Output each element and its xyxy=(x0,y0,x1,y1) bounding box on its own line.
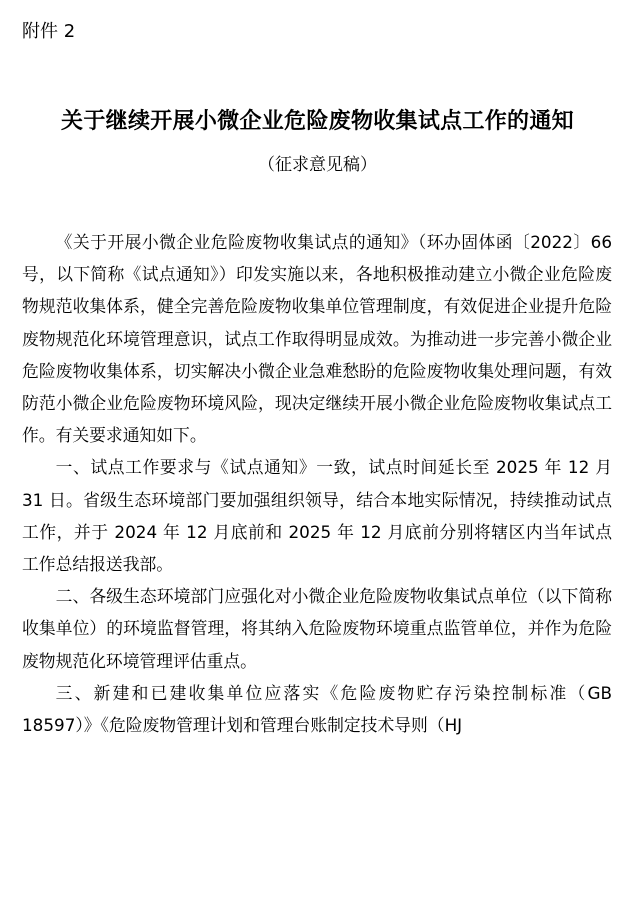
attachment-label: 附件 2 xyxy=(22,21,76,42)
document-subtitle: （征求意见稿） xyxy=(258,155,377,175)
paragraph-item-3: 三、新建和已建收集单位应落实《危险废物贮存污染控制标准（GB 18597）》《危险废物管理计划和管理台账制定技术导则（HJ xyxy=(22,682,612,736)
document-title: 关于继续开展小微企业危险废物收集试点工作的通知 xyxy=(61,109,574,134)
paragraph-intro: 《关于开展小微企业危险废物收集试点的通知》（环办固体函〔2022〕66 号，以下简称《试点通知》）印发实施以来，各地积极推动建立小微企业危险废物规范收集体系，健全完善危险废物收集单位管理制度，有效促进企业提升危险废物规范化环境管理意识，试点工作取得明显成效。为推动进一步完善小微企业危险废物收集体系，切实解决小微企业急难愁盼的危险废物收集处理问题，有效防范小微企业危险废物环境风险，现决定继续开展小微企业危险废物收集试点工作。有关要求通知如下。 xyxy=(22,232,612,446)
document-body xyxy=(22,226,612,741)
paragraph-item-2: 二、各级生态环境部门应强化对小微企业危险废物收集试点单位（以下简称收集单位）的环境监督管理，将其纳入危险废物环境重点监管单位，并作为危险废物规范化环境管理评估重点。 xyxy=(22,586,612,671)
paragraph-item-1: 一、试点工作要求与《试点通知》一致，试点时间延长至 2025 年 12 月 31 日。省级生态环境部门要加强组织领导，结合本地实际情况，持续推动试点工作，并于 2024 年 12 月底前和 2025 年 12 月底前分别将辖区内当年试点工作总结报送我部。 xyxy=(22,457,612,575)
